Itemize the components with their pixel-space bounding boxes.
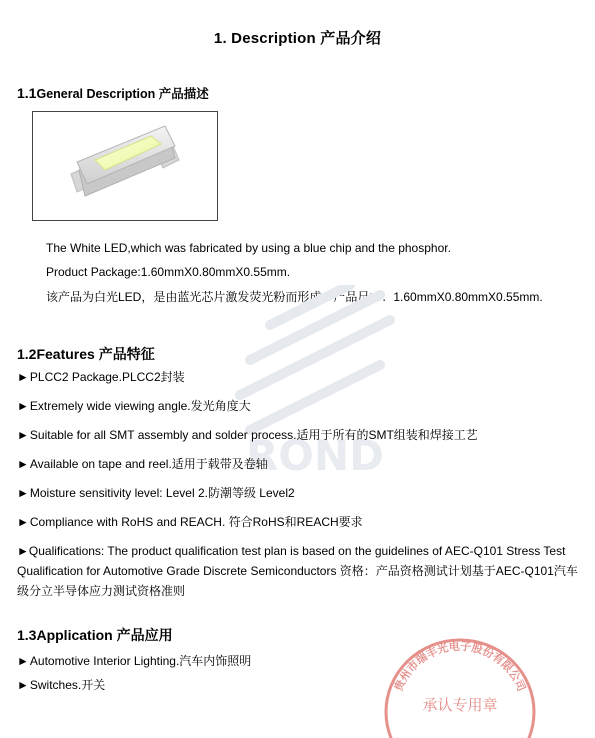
general-description-heading-number: 1.1 (17, 85, 37, 101)
bullet-icon: ► (17, 370, 29, 384)
description-line-1: The White LED,which was fabricated by using a blue chip and the phosphor. (46, 241, 451, 255)
feature-text: Extremely wide viewing angle.发光角度大 (29, 399, 251, 413)
feature-item (17, 457, 268, 471)
description-line-2: Product Package:1.60mmX0.80mmX0.55mm. (46, 265, 291, 279)
company-watermark (210, 285, 420, 485)
led-illustration (33, 112, 217, 220)
seal-ring-text: 贵州市瑞丰光电子股份有限公司 (391, 639, 529, 694)
feature-item (17, 399, 251, 413)
bullet-icon: ► (17, 544, 29, 558)
qualification-paragraph (17, 541, 582, 601)
bullet-icon: ► (17, 678, 29, 692)
feature-item (17, 515, 363, 529)
feature-item (17, 428, 478, 442)
watermark-text: ROND (245, 431, 385, 480)
application-item (17, 678, 105, 692)
description-line-3: 该产品为白光LED，是由蓝光芯片激发荧光粉而形成，产品尺寸：1.60mmX0.80mmX0.55mm. (46, 290, 543, 304)
general-description-heading-text: General Description 产品描述 (36, 87, 209, 101)
led-product-image (32, 111, 218, 221)
feature-text: Available on tape and reel.适用于载带及卷轴 (29, 457, 268, 471)
bullet-icon: ► (17, 428, 29, 442)
feature-text: Compliance with RoHS and REACH. 符合RoHS和REACH要求 (29, 515, 363, 529)
feature-item (17, 370, 185, 384)
svg-text:贵州市瑞丰光电子股份有限公司 (391, 639, 529, 693)
application-text: Automotive Interior Lighting.汽车内饰照明 (29, 654, 252, 668)
feature-text: Suitable for all SMT assembly and solder process.适用于所有的SMT组装和焊接工艺 (29, 428, 478, 442)
bullet-icon: ► (17, 457, 29, 471)
general-description-heading (17, 84, 209, 102)
company-seal (380, 628, 540, 738)
features-heading: 1.2Features 产品特征 (17, 346, 155, 362)
application-heading: 1.3Application 产品应用 (17, 627, 173, 643)
bullet-icon: ► (17, 515, 29, 529)
bullet-icon: ► (17, 486, 29, 500)
seal-center-text: 承认专用章 (422, 696, 498, 714)
feature-text: PLCC2 Package.PLCC2封装 (29, 370, 185, 384)
feature-item (17, 486, 295, 500)
qualification-text: Qualifications: The product qualification test plan is based on the guidelines of AEC-Q101 Stress Test Qualification for Automotive Grade Discrete Semiconductors 资格：产品资格测试计划基于AEC-Q101汽车级分立半导体应力测试资格准则 (17, 544, 578, 598)
application-item (17, 654, 251, 668)
feature-text: Moisture sensitivity level: Level 2.防潮等级 Level2 (29, 486, 295, 500)
bullet-icon: ► (17, 399, 29, 413)
bullet-icon: ► (17, 654, 29, 668)
application-text: Switches.开关 (29, 678, 106, 692)
page-title: 1. Description 产品介绍 (213, 30, 382, 47)
